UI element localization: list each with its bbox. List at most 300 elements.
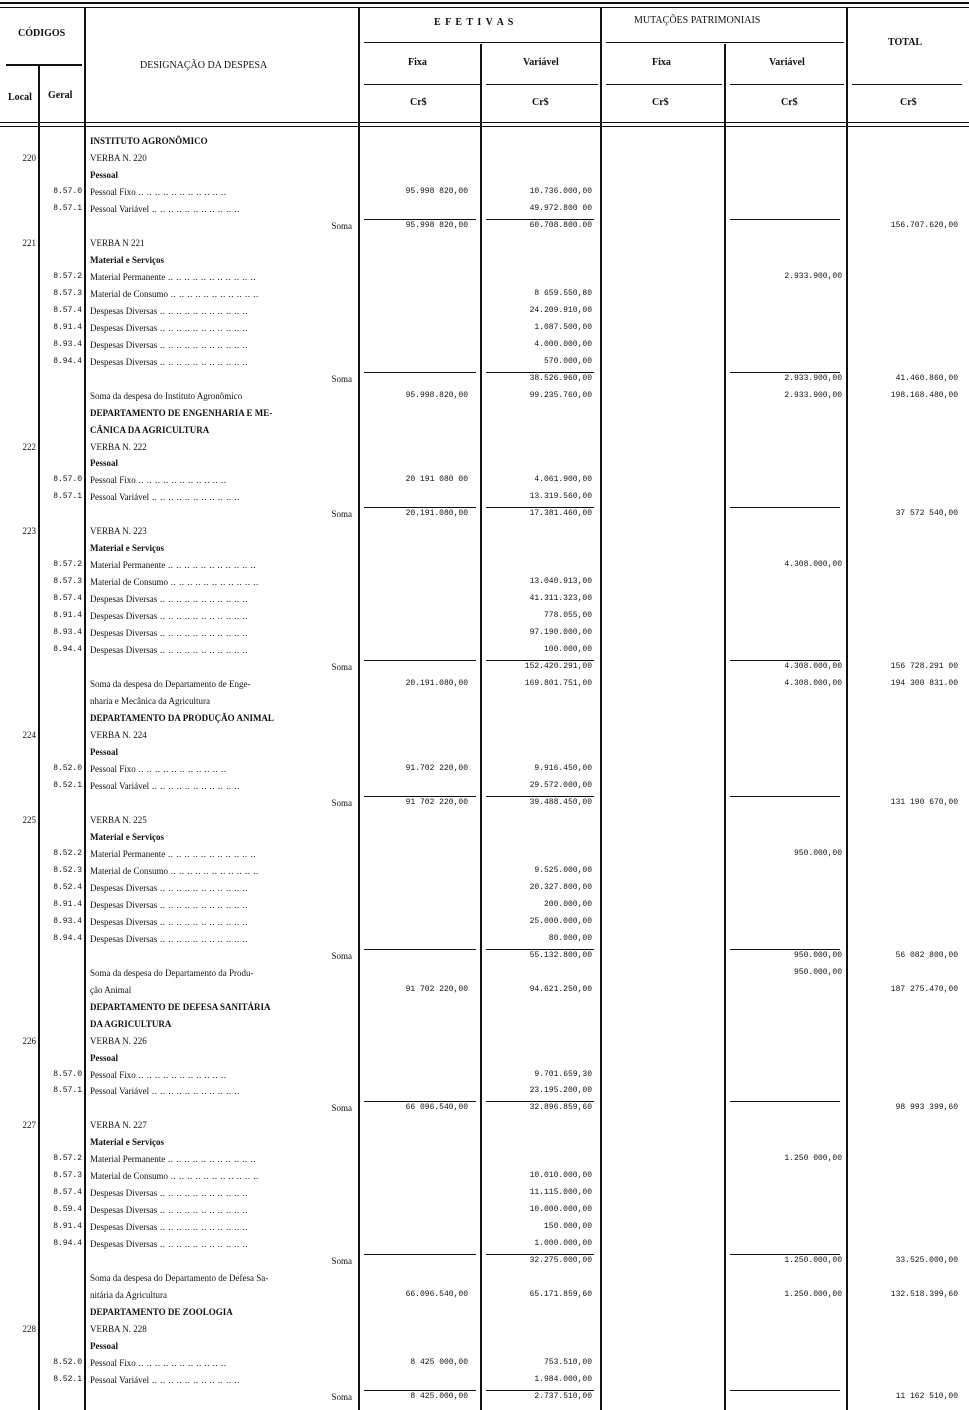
cell-desc: DEPARTAMENTO DE ZOOLOGIA xyxy=(90,1307,233,1318)
cell-geral: 8.57.0 xyxy=(53,475,82,485)
table-row xyxy=(0,1103,969,1117)
cell-desc: VERBA N. 220 xyxy=(90,152,147,163)
sum-rule xyxy=(364,219,476,220)
cell-c2: 60.708.800.00 xyxy=(529,220,592,230)
cell-c2: 570.000,00 xyxy=(543,356,592,366)
table-row xyxy=(0,577,969,591)
table-row xyxy=(0,1273,969,1287)
cell-desc: Material Permanente .. .. xyxy=(90,272,256,282)
cell-c5: 194 300 831.00 xyxy=(890,679,958,689)
cell-geral: 8.57.3 xyxy=(53,288,82,298)
cell-c2: 39.488.450,00 xyxy=(529,797,592,807)
table-row xyxy=(0,968,969,982)
cell-c4: 2.933.900,00 xyxy=(784,271,842,281)
table-row xyxy=(0,1324,969,1338)
header-rule-codigos xyxy=(6,64,82,66)
table-row xyxy=(0,713,969,727)
cell-desc: Pessoal Variável .. .. xyxy=(90,1086,240,1096)
table-row xyxy=(0,866,969,880)
cell-c5: 33.525.000,00 xyxy=(895,1256,958,1266)
cell-desc: Soma da despesa do Instituto Agronômico xyxy=(90,390,243,401)
cell-geral: 8.94.4 xyxy=(53,645,82,655)
table-row xyxy=(0,1171,969,1185)
cell-c2: 49.972.800 00 xyxy=(529,203,592,213)
cell-desc: Despesas Diversas .. .. xyxy=(90,900,248,910)
cell-c5: 187 275.470,00 xyxy=(890,984,958,994)
table-row xyxy=(0,730,969,744)
cell-soma: Soma xyxy=(331,1392,352,1402)
cell-soma: Soma xyxy=(331,797,352,808)
sum-rule xyxy=(486,660,594,661)
cell-desc: Despesas Diversas .. .. xyxy=(90,594,248,604)
cell-desc: VERBA N. 223 xyxy=(90,526,147,537)
cell-geral: 8.57.1 xyxy=(53,203,82,213)
cell-c2: 23.195.200,00 xyxy=(529,1086,592,1096)
cell-c2: 200.000,00 xyxy=(543,899,592,909)
header-geral: Geral xyxy=(48,90,73,101)
cell-c5: 132.518.399,60 xyxy=(890,1290,958,1300)
top-border-thin xyxy=(0,7,969,8)
cell-c2: 8 659.550,80 xyxy=(534,288,592,298)
cell-c4: 1.250.000,00 xyxy=(784,1290,842,1300)
table-row xyxy=(0,323,969,337)
sum-rule xyxy=(364,949,476,950)
cell-c2: 20.327.800,00 xyxy=(529,882,592,892)
table-row xyxy=(0,442,969,456)
cell-desc: Despesas Diversas .. .. xyxy=(90,917,248,927)
table-row xyxy=(0,509,969,523)
cell-soma: Soma xyxy=(331,1256,352,1267)
table-row xyxy=(0,696,969,710)
cell-geral: 8.93.4 xyxy=(53,339,82,349)
sum-rule xyxy=(730,507,840,508)
table-row xyxy=(0,1036,969,1050)
cell-geral: 8.59.4 xyxy=(53,1205,82,1215)
cell-geral: 8.93.4 xyxy=(53,628,82,638)
cell-desc: Material e Serviços xyxy=(90,831,164,842)
cell-c2: 2.737.510,00 xyxy=(534,1392,592,1401)
table-row xyxy=(0,204,969,218)
cell-c4: 950.000,00 xyxy=(793,848,842,858)
cell-geral: 8.91.4 xyxy=(53,899,82,909)
cell-desc: Pessoal xyxy=(90,1052,118,1063)
cell-c4: 4.308.000,00 xyxy=(784,679,842,689)
cell-c5: 41.460.860,00 xyxy=(895,373,958,383)
cell-c2: 1.984.000,00 xyxy=(534,1375,592,1385)
sum-rule xyxy=(364,660,476,661)
cell-desc: Pessoal xyxy=(90,747,118,758)
header-variavel-efetivas: Variável xyxy=(523,57,559,68)
table-row xyxy=(0,832,969,846)
table-row xyxy=(0,900,969,914)
cell-desc: nitária da Agricultura xyxy=(90,1290,167,1301)
cell-desc: Despesas Diversas .. .. xyxy=(90,357,248,367)
table-row xyxy=(0,543,969,557)
table-row xyxy=(0,611,969,625)
sum-rule xyxy=(486,507,594,508)
cell-c1: 20.191.080,00 xyxy=(405,509,468,519)
cell-c1: 66 096.540,00 xyxy=(405,1103,468,1113)
sum-rule xyxy=(730,949,840,950)
sum-rule xyxy=(730,1390,840,1391)
table-row xyxy=(0,662,969,676)
cell-c2: 10.000.000,00 xyxy=(529,1205,592,1215)
cell-desc: DA AGRICULTURA xyxy=(90,1018,172,1029)
table-row xyxy=(0,1137,969,1151)
cell-c2: 4.061.900,00 xyxy=(534,475,592,485)
cell-geral: 8.94.4 xyxy=(53,933,82,943)
cell-c2: 17.381.460,00 xyxy=(529,509,592,519)
cell-soma: Soma xyxy=(331,1103,352,1114)
cell-c4: 1.250.000,00 xyxy=(784,1256,842,1266)
cell-c2: 169.801.751,00 xyxy=(524,679,592,689)
header-codigos: CÓDIGOS xyxy=(18,28,66,39)
cell-geral: 8.94.4 xyxy=(53,1239,82,1249)
cell-c2: 100.000,00 xyxy=(543,645,592,655)
cell-desc: VERBA N. 222 xyxy=(90,441,147,452)
cell-desc: Pessoal Fixo .. .. xyxy=(90,475,227,485)
cell-desc: Material Permanente .. .. xyxy=(90,560,256,570)
table-row xyxy=(0,357,969,371)
cell-desc: VERBA N 221 xyxy=(90,237,145,248)
cell-geral: 8.91.4 xyxy=(53,322,82,332)
cell-desc: Material e Serviços xyxy=(90,543,164,554)
sum-rule xyxy=(486,372,594,373)
header-mutacoes: MUTAÇÕES PATRIMONIAIS xyxy=(634,15,761,26)
cell-desc: Despesas Diversas .. .. xyxy=(90,1188,248,1198)
header-rule-efetivas xyxy=(364,42,600,43)
header-rule-3 xyxy=(606,84,722,85)
header-fixa-efetivas: Fixa xyxy=(408,57,427,68)
table-row xyxy=(0,458,969,472)
sum-rule xyxy=(364,1101,476,1102)
cell-geral: 8.57.3 xyxy=(53,577,82,587)
cell-desc: Pessoal Variável .. .. xyxy=(90,781,240,791)
cell-c2: 80.000,00 xyxy=(548,933,592,943)
cell-desc: CÂNICA DA AGRICULTURA xyxy=(90,424,210,435)
cell-desc: Despesas Diversas .. .. xyxy=(90,628,248,638)
cell-c1: 91 702 220,00 xyxy=(405,984,468,994)
cell-c2: 150.000,00 xyxy=(543,1222,592,1232)
cell-geral: 8.52.0 xyxy=(53,1358,82,1368)
table-row xyxy=(0,934,969,948)
cell-desc: VERBA N. 228 xyxy=(90,1324,147,1335)
cell-c2: 11.115.000,00 xyxy=(529,1188,592,1198)
cell-geral: 8.52.4 xyxy=(53,882,82,892)
cell-geral: 8.57.3 xyxy=(53,1171,82,1181)
table-row xyxy=(0,425,969,439)
cell-c2: 24.209.910,00 xyxy=(529,305,592,315)
cell-c1: 91 702 220,00 xyxy=(405,797,468,807)
cell-desc: Material de Consumo .. .. xyxy=(90,866,259,876)
cell-local: 222 xyxy=(22,441,36,452)
cell-desc: DEPARTAMENTO DE DEFESA SANITÁRIA xyxy=(90,1001,271,1012)
header-designacao: DESIGNAÇÃO DA DESPESA xyxy=(140,60,268,71)
header-variavel-mutacoes: Variável xyxy=(769,57,805,68)
cell-local: 227 xyxy=(22,1120,36,1131)
cell-c4: 4.308.000,00 xyxy=(784,662,842,672)
table-row xyxy=(0,798,969,812)
cell-desc: VERBA N. 225 xyxy=(90,814,147,825)
cell-c5: 11 162 510,00 xyxy=(895,1392,958,1401)
cell-desc: ção Animal xyxy=(90,984,132,995)
cell-local: 225 xyxy=(22,814,36,825)
cell-soma: Soma xyxy=(331,373,352,384)
table-row xyxy=(0,1002,969,1016)
table-row xyxy=(0,1307,969,1321)
cell-geral: 8.93.4 xyxy=(53,916,82,926)
table-row xyxy=(0,985,969,999)
cell-c2: 152.420.291,00 xyxy=(524,662,592,672)
cell-c4: 4.308.000,00 xyxy=(784,560,842,570)
sum-rule xyxy=(486,1390,594,1391)
cell-local: 228 xyxy=(22,1324,36,1335)
table-row xyxy=(0,221,969,235)
cell-c2: 99.235.760,00 xyxy=(529,390,592,400)
table-row xyxy=(0,1053,969,1067)
table-row xyxy=(0,272,969,286)
header-total: TOTAL xyxy=(888,37,923,48)
cell-desc: Material Permanente .. .. xyxy=(90,1154,256,1164)
cell-soma: Soma xyxy=(331,509,352,520)
cell-local: 223 xyxy=(22,526,36,537)
cell-geral: 8.52.0 xyxy=(53,764,82,773)
header-rule-5 xyxy=(852,84,962,85)
cell-geral: 8.57.4 xyxy=(53,594,82,604)
header-rule-mutacoes xyxy=(606,42,844,43)
table-row xyxy=(0,560,969,574)
header-efetivas: E F E T I V A S xyxy=(434,17,515,28)
cell-c2: 1.087.500,00 xyxy=(534,322,592,332)
table-row xyxy=(0,1239,969,1253)
header-currency-4: Cr$ xyxy=(781,97,798,108)
cell-local: 221 xyxy=(22,237,36,248)
table-row xyxy=(0,306,969,320)
cell-c5: 131 190 670,00 xyxy=(890,797,958,807)
cell-c1: 8 425.000,00 xyxy=(410,1392,468,1401)
sum-rule xyxy=(364,372,476,373)
cell-desc: Pessoal Fixo .. .. xyxy=(90,1358,227,1368)
table-row xyxy=(0,475,969,489)
cell-desc: Despesas Diversas .. .. xyxy=(90,934,248,944)
cell-desc: Pessoal xyxy=(90,169,118,180)
cell-geral: 8.57.4 xyxy=(53,305,82,315)
cell-desc: Soma da despesa do Departamento da Produ- xyxy=(90,967,254,978)
cell-geral: 8.52.2 xyxy=(53,848,82,858)
cell-c2: 1.000.000,00 xyxy=(534,1239,592,1249)
table-row xyxy=(0,136,969,150)
cell-desc: Despesas Diversas .. .. xyxy=(90,1222,248,1232)
cell-c2: 10.010.000,00 xyxy=(529,1171,592,1181)
cell-local: 226 xyxy=(22,1035,36,1046)
cell-c5: 56 082 800,00 xyxy=(895,950,958,960)
cell-geral: 8.57.0 xyxy=(53,1069,82,1079)
sum-rule xyxy=(730,660,840,661)
cell-geral: 8.57.1 xyxy=(53,1086,82,1096)
sum-rule xyxy=(486,1101,594,1102)
cell-desc: Despesas Diversas .. .. xyxy=(90,340,248,350)
table-row xyxy=(0,1222,969,1236)
cell-desc: DEPARTAMENTO DA PRODUÇÃO ANIMAL xyxy=(90,713,274,724)
sum-rule xyxy=(730,796,840,797)
cell-local: 220 xyxy=(22,152,36,163)
cell-geral: 8.52.1 xyxy=(53,1375,82,1385)
header-local: Local xyxy=(8,92,32,103)
cell-soma: Soma xyxy=(331,950,352,961)
cell-c5: 198.168.480,00 xyxy=(890,390,958,400)
cell-desc: Pessoal Fixo .. .. xyxy=(90,764,227,774)
cell-c2: 41.311.323,00 xyxy=(529,594,592,604)
header-bottom-rule-1 xyxy=(0,122,969,123)
cell-desc: Pessoal xyxy=(90,458,118,469)
cell-desc: Pessoal Variável .. .. xyxy=(90,1375,240,1385)
cell-c4: 2.933.900,00 xyxy=(784,373,842,383)
table-row xyxy=(0,340,969,354)
cell-desc: INSTITUTO AGRONÔMICO xyxy=(90,136,208,146)
table-row xyxy=(0,187,969,201)
sum-rule xyxy=(364,1254,476,1255)
table-row xyxy=(0,781,969,795)
table-row xyxy=(0,408,969,422)
cell-desc: Soma da despesa do Departamento de Defesa Sa- xyxy=(90,1273,269,1284)
cell-geral: 8.57.0 xyxy=(53,186,82,196)
table-row xyxy=(0,1019,969,1033)
table-row xyxy=(0,764,969,778)
cell-desc: Despesas Diversas .. .. xyxy=(90,306,248,316)
cell-desc: Material de Consumo .. .. xyxy=(90,577,259,587)
cell-geral: 8.57.4 xyxy=(53,1188,82,1198)
cell-c2: 10.736.000,00 xyxy=(529,186,592,196)
cell-c2: 29.572.000,00 xyxy=(529,780,592,790)
table-row xyxy=(0,374,969,388)
table-row xyxy=(0,951,969,965)
cell-c4: 950.000,00 xyxy=(793,950,842,960)
cell-c2: 778.055,00 xyxy=(543,611,592,621)
table-row xyxy=(0,917,969,931)
cell-desc: DEPARTAMENTO DE ENGENHARIA E ME- xyxy=(90,407,273,418)
cell-desc: Material de Consumo .. .. xyxy=(90,289,259,299)
sum-rule xyxy=(364,1390,476,1391)
header-currency-3: Cr$ xyxy=(652,97,669,108)
cell-local: 224 xyxy=(22,730,36,741)
cell-c5: 37 572 540,00 xyxy=(895,509,958,519)
table-row xyxy=(0,289,969,303)
cell-c5: 156.707.620,00 xyxy=(890,220,958,230)
header-currency-5: Cr$ xyxy=(900,97,917,108)
cell-geral: 8.94.4 xyxy=(53,356,82,366)
cell-c2: 32.275.000,00 xyxy=(529,1256,592,1266)
cell-c2: 65.171.859,60 xyxy=(529,1290,592,1300)
cell-c2: 32.896.859,60 xyxy=(529,1103,592,1113)
header-fixa-mutacoes: Fixa xyxy=(652,57,671,68)
sum-rule xyxy=(730,1101,840,1102)
cell-desc: Despesas Diversas .. .. xyxy=(90,611,248,621)
header-currency-2: Cr$ xyxy=(532,97,549,108)
sum-rule xyxy=(730,1254,840,1255)
table-row xyxy=(0,747,969,761)
cell-desc: Despesas Diversas .. .. xyxy=(90,1239,248,1249)
cell-desc: Pessoal Variável .. .. xyxy=(90,492,240,502)
table-row xyxy=(0,1358,969,1372)
table-row xyxy=(0,1120,969,1134)
cell-desc: Despesas Diversas .. .. xyxy=(90,323,248,333)
cell-geral: 8.57.2 xyxy=(53,271,82,281)
table-row xyxy=(0,1290,969,1304)
table-row xyxy=(0,153,969,167)
sum-rule xyxy=(730,372,840,373)
table-row xyxy=(0,492,969,506)
cell-geral: 8.52.3 xyxy=(53,865,82,875)
table-row xyxy=(0,1086,969,1100)
cell-c1: 95.998 820,00 xyxy=(405,220,468,230)
cell-c4: 2.933.900,00 xyxy=(784,390,842,400)
table-row xyxy=(0,255,969,269)
cell-soma: Soma xyxy=(331,220,352,231)
cell-desc: Pessoal Variável .. .. xyxy=(90,204,240,214)
table-row xyxy=(0,526,969,540)
cell-geral: 8.52.1 xyxy=(53,780,82,790)
cell-desc: Despesas Diversas .. .. xyxy=(90,883,248,893)
cell-c5: 156 728.291 00 xyxy=(890,662,958,672)
table-row xyxy=(0,170,969,184)
cell-geral: 8.57.2 xyxy=(53,1154,82,1164)
table-row xyxy=(0,594,969,608)
cell-c2: 13.319.560,00 xyxy=(529,492,592,502)
cell-c5: 98 993 399,60 xyxy=(895,1103,958,1113)
cell-desc: Pessoal Fixo .. .. xyxy=(90,187,227,197)
sum-rule xyxy=(364,796,476,797)
sum-rule xyxy=(730,219,840,220)
cell-c1: 20 191 080 00 xyxy=(405,475,468,485)
cell-geral: 8.57.1 xyxy=(53,492,82,502)
table-row xyxy=(0,1070,969,1084)
cell-c1: 95.998 820,00 xyxy=(405,186,468,196)
cell-desc: VERBA N. 226 xyxy=(90,1035,147,1046)
table-row xyxy=(0,1154,969,1168)
cell-desc: Material de Consumo .. .. xyxy=(90,1171,259,1181)
cell-desc: VERBA N. 227 xyxy=(90,1120,147,1131)
top-border xyxy=(0,2,969,4)
cell-c2: 4.000.000,00 xyxy=(534,339,592,349)
cell-desc: Material Permanente .. .. xyxy=(90,849,256,859)
cell-desc: Material e Serviços xyxy=(90,254,164,265)
header-currency-1: Cr$ xyxy=(410,97,427,108)
table-row xyxy=(0,849,969,863)
cell-c1: 66.096.540,00 xyxy=(405,1290,468,1300)
cell-c2: 94.621.250,00 xyxy=(529,984,592,994)
table-row xyxy=(0,628,969,642)
table-row xyxy=(0,1375,969,1389)
cell-geral: 8.91.4 xyxy=(53,611,82,621)
cell-c2: 55.132.800,00 xyxy=(529,950,592,960)
cell-desc: Despesas Diversas .. .. xyxy=(90,1205,248,1215)
header-rule-2 xyxy=(486,84,598,85)
cell-c2: 13.040.913,00 xyxy=(529,577,592,587)
cell-c1: 95.998.820,00 xyxy=(405,390,468,400)
header-rule-4 xyxy=(730,84,844,85)
cell-desc: Despesas Diversas .. .. xyxy=(90,645,248,655)
cell-c2: 97.190.000,00 xyxy=(529,628,592,638)
header-bottom-rule-2 xyxy=(0,126,969,127)
cell-desc: Pessoal Fixo .. .. xyxy=(90,1070,227,1080)
sum-rule xyxy=(486,949,594,950)
cell-desc: Pessoal xyxy=(90,1341,118,1352)
sum-rule xyxy=(486,1254,594,1255)
cell-desc: Soma da despesa do Departamento de Enge- xyxy=(90,679,251,690)
table-row xyxy=(0,391,969,405)
cell-c2: 9.525.000,00 xyxy=(534,865,592,875)
cell-c2: 38.526.960,00 xyxy=(529,373,592,383)
